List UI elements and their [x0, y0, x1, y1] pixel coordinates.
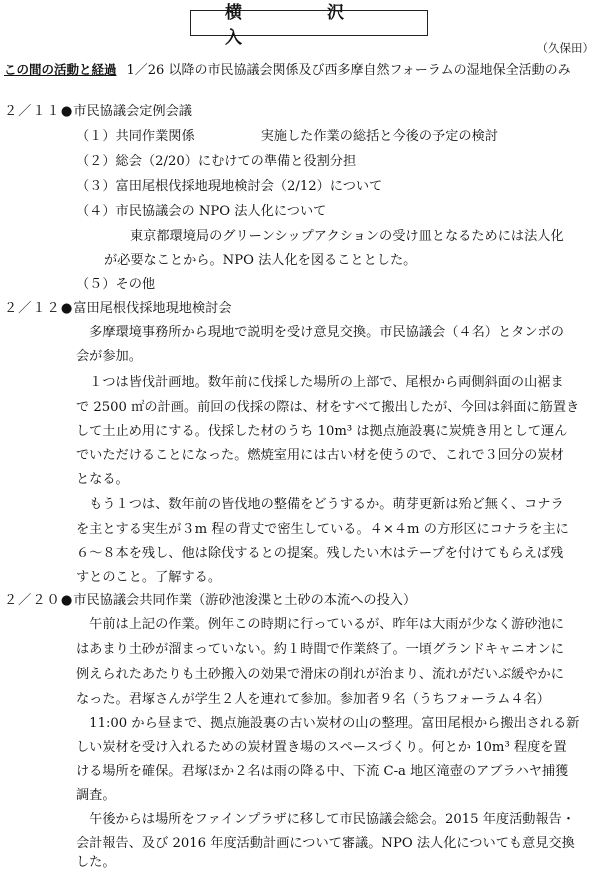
summary-text: 1／26 以降の市民協議会関係及び西多摩自然フォーラムの湿地保全活動のみ — [126, 63, 571, 78]
entry-title: 富田尾根伐採地現地検討会 — [73, 301, 232, 316]
entry-title: 市民協議会定例会議 — [73, 104, 192, 119]
agenda-item: （４）市民協議会の NPO 法人化について — [76, 204, 327, 219]
body-line: 11:00 から昼まで、拠点施設裏の古い炭材の山の整理。富田尾根から搬出される新 — [76, 716, 580, 731]
body-line: 午後からは場所をファインプラザに移して市民協議会総会。2015 年度活動報告・ — [76, 812, 576, 827]
summary-line — [4, 59, 571, 78]
body-line: して土止め用にする。伐採した材のうち 10m³ は拠点施設裏に炭焼き用として運ん — [76, 424, 568, 439]
body-line: はあまり土砂が溜まっていない。約１時間で作業終了。一頃グランドキャニオンに — [76, 642, 564, 657]
entry-title: 市民協議会共同作業（游砂池浚渫と土砂の本流への投入） — [73, 593, 417, 608]
agenda-item: （１）共同作業関係 実施した作業の総括と今後の予定の検討 — [76, 129, 498, 144]
entry-date: ２／２０● — [4, 593, 74, 608]
body-line: で 2500 ㎡の計画。前回の伐採の際は、材をすべて搬出したが、今回は斜面に筋置き — [76, 400, 580, 415]
body-line: なった。君塚さんが学生２人を連れて参加。参加者９名（うちフォーラム４名） — [76, 692, 550, 707]
entry-heading — [4, 298, 232, 320]
body-line: となる。 — [76, 472, 129, 487]
entry-heading — [4, 590, 416, 612]
body-line: すとのこと。了解する。 — [76, 570, 222, 585]
body-line: 多摩環境事務所から現地で説明を受け意見交換。市民協議会（４名）とタンボの — [76, 325, 564, 340]
agenda-detail: が必要なことから。NPO 法人化を図ることとした。 — [104, 253, 417, 268]
entry-date: ２／１１● — [4, 104, 74, 119]
body-line: 会計報告、及び 2016 年度活動計画について審議。NPO 法人化についても意見交換 — [76, 836, 575, 851]
body-line: 会が参加。 — [76, 349, 142, 364]
author: （久保田） — [536, 41, 594, 55]
body-line: 例えられたあたりも土砂搬入の効果で滑床の削れが治まり、流れがだいぶ緩やかに — [76, 667, 564, 682]
body-line: ６～８本を残し、他は除伐するとの提案。残したい木はテープを付けてもらえば残 — [76, 546, 564, 561]
body-line: 調査。 — [76, 788, 116, 803]
entry-date: ２／１２● — [4, 301, 74, 316]
body-line: した。 — [76, 855, 116, 870]
entry-heading — [4, 101, 192, 123]
agenda-detail: 東京都環境局のグリーンシップアクションの受け皿となるためには法人化 — [130, 229, 564, 244]
body-line: を主とする実生が３m 程の背丈で密生している。４×４m の方形区にコナラを主に — [76, 522, 569, 537]
body-line: でいただけることになった。燃焼室用には古い材を使うので、これで３回分の炭材 — [76, 448, 564, 463]
summary-label: この間の活動と経過 — [4, 62, 117, 77]
body-line: 午前は上記の作業。例年この時期に行っているが、昨年は大雨が少なく游砂池に — [76, 617, 564, 632]
agenda-item: （３）富田尾根伐採地現地検討会（2/12）について — [76, 179, 383, 194]
page-title: 横 沢 入 — [190, 10, 428, 36]
agenda-item: （２）総会（2/20）にむけての準備と役割分担 — [76, 154, 357, 169]
agenda-item: （５）その他 — [76, 277, 156, 292]
body-line: もう１つは、数年前の皆伐地の整備をどうするか。萌芽更新は殆ど無く、コナラ — [76, 497, 564, 512]
body-line: しい炭材を受け入れるための炭材置き場のスペースづくり。何とか 10m³ 程度を置 — [76, 740, 567, 755]
body-line: ける場所を確保。君塚ほか２名は雨の降る中、下流 C-a 地区滝壺のアブラハヤ捕獲 — [76, 764, 569, 779]
body-line: １つは皆伐計画地。数年前に伐採した場所の上部で、尾根から両側斜面の山裾ま — [76, 375, 564, 390]
